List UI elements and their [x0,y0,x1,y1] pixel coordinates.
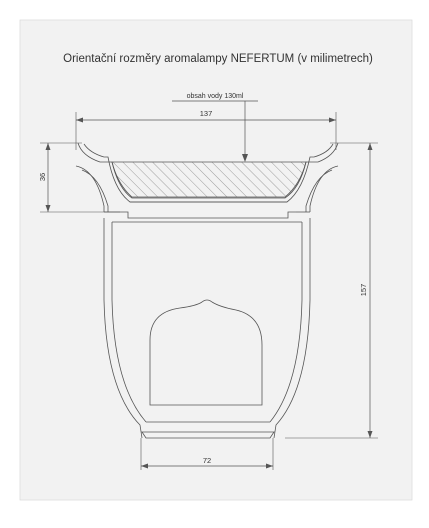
water-capacity-note: obsah vody 130ml [186,93,244,100]
dimension-total-height-label: 157 [359,283,368,297]
dimension-bowl-height-label: 36 [38,172,47,182]
dimension-top-width-label: 137 [199,109,213,118]
dimension-base-width-label: 72 [202,456,212,465]
water-hatched-area [112,162,306,197]
drawing-title: Orientační rozměry aromalampy NEFERTUM (v milimetrech) [63,53,373,65]
drawing-sheet [20,20,412,500]
